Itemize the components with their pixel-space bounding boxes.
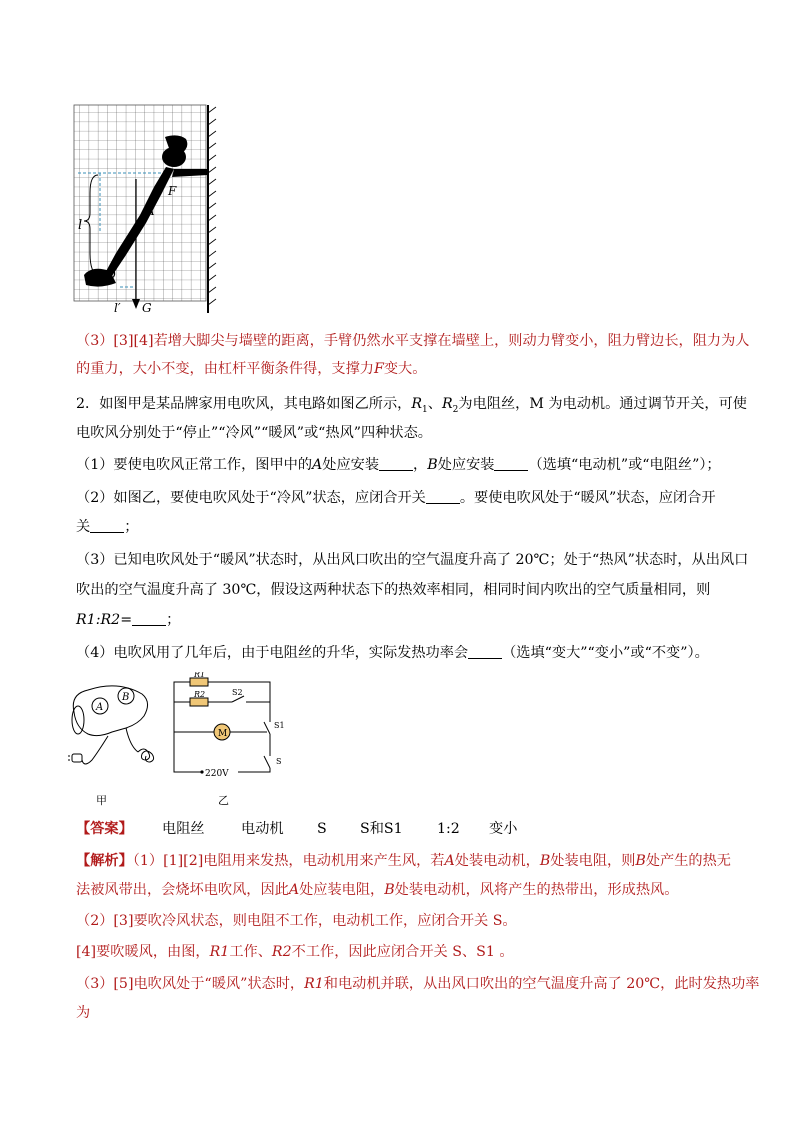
- label-O: O: [106, 268, 116, 282]
- answer-item-5: 1:2: [437, 821, 460, 837]
- problem2-q2-line2: 关 ；: [76, 519, 139, 535]
- label-A: A: [146, 204, 155, 218]
- problem2-q3-line3: R1:R2= ；: [76, 612, 181, 628]
- problem2-q3-line1: （3）已知电吹风处于“暖风”状态时，从出风口吹出的空气温度升高了 20℃；处于“热风”状态时，从出风口: [76, 552, 749, 568]
- circuit-label-S2: S2: [232, 688, 243, 697]
- problem2-intro-line2: 电吹风分别处于“停止”“冷风”“暖风”或“热风”四种状态。: [76, 425, 432, 441]
- prev-q3-line2: 的重力，大小不变，由杠杆平衡条件得，支撑力F变大。: [76, 361, 427, 377]
- lever-figure: [70, 103, 220, 315]
- problem2-q4: （4）电吹风用了几年后，由于电阻丝的升华，实际发热功率会 （选填“变大”“变小”或“不变”）。: [76, 645, 709, 661]
- motor-label: M: [218, 729, 228, 739]
- analysis-line1: 【解析】（1）[1][2]电阻用来发热，电动机用来产生风，若A处装电动机，B处装电阻，则B处产生的热无: [76, 853, 731, 869]
- analysis-line4: [4]要吹暖风，由图，R1工作、R2不工作，因此应闭合开关 S、S1 。: [76, 944, 514, 960]
- analysis-line6: 为: [76, 1005, 91, 1021]
- answer-blank-3[interactable]: [426, 489, 460, 504]
- problem2-q2-line1: （2）如图乙，要使电吹风处于“冷风”状态，应闭合开关 。要使电吹风处于“暖风”状态，应闭合开: [76, 490, 716, 506]
- answer-tag: 【答案】: [76, 821, 133, 837]
- problem2-intro-line1: 2．如图甲是某品牌家用电吹风，其电路如图乙所示，$R_1$、$R_2$为电阻丝，M 为电动机。通过调节开关，可使: [76, 396, 747, 415]
- answer-item-1: 电阻丝: [162, 821, 205, 837]
- dryer-label-B: B: [122, 692, 130, 703]
- answer-blank-2[interactable]: [494, 456, 528, 471]
- circuit-label-R1: R1: [194, 672, 206, 679]
- circuit-label-R2: R2: [194, 690, 206, 699]
- answer-blank-6[interactable]: [468, 644, 502, 659]
- answer-blank-5[interactable]: [132, 611, 166, 626]
- answer-item-6: 变小: [489, 821, 518, 837]
- label-F: F: [168, 184, 177, 198]
- answer-blank-1[interactable]: [379, 456, 413, 471]
- voltage-label: 220V: [205, 769, 229, 779]
- problem2-q3-line2: 吹出的空气温度升高了 30℃，假设这两种状态下的热效率相同，相同时间内吹出的空气质量相同，则: [76, 582, 711, 598]
- analysis-line3: （2）[3]要吹冷风状态，则电阻不工作，电动机工作，应闭合开关 S。: [76, 913, 517, 929]
- hair-dryer-figure: [68, 672, 298, 808]
- figure-label-yi: 乙: [218, 794, 229, 807]
- label-l-prime: l′: [114, 301, 121, 315]
- analysis-line2: 法被风带出，会烧坏电吹风，因此A处应装电阻，B处装电动机，风将产生的热带出，形成热风。: [76, 882, 679, 898]
- circuit-label-S: S: [276, 757, 282, 766]
- prev-q3-line1: （3）[3][4]若增大脚尖与墙壁的距离，手臂仍然水平支撑在墙壁上，则动力臂变小，阻力臂边长，阻力为人: [76, 333, 750, 349]
- answer-item-4: S和S1: [360, 821, 403, 837]
- answer-item-3: S: [317, 821, 327, 837]
- label-G: G: [142, 301, 152, 315]
- circuit-label-S1: S1: [274, 721, 285, 730]
- answer-item-2: 电动机: [241, 821, 284, 837]
- problem2-q1: （1）要使电吹风正常工作，图甲中的A处应安装 ，B处应安装 （选填“电动机”或“电阻丝”）；: [76, 457, 721, 473]
- dryer-label-A: A: [96, 702, 104, 713]
- analysis-line5: （3）[5]电吹风处于“暖风”状态时，R1和电动机并联，从出风口吹出的空气温度升高了 20℃，此时发热功率: [76, 976, 760, 992]
- label-l: l: [78, 218, 83, 233]
- figure-label-jia: 甲: [96, 794, 107, 807]
- answer-blank-4[interactable]: [90, 518, 124, 533]
